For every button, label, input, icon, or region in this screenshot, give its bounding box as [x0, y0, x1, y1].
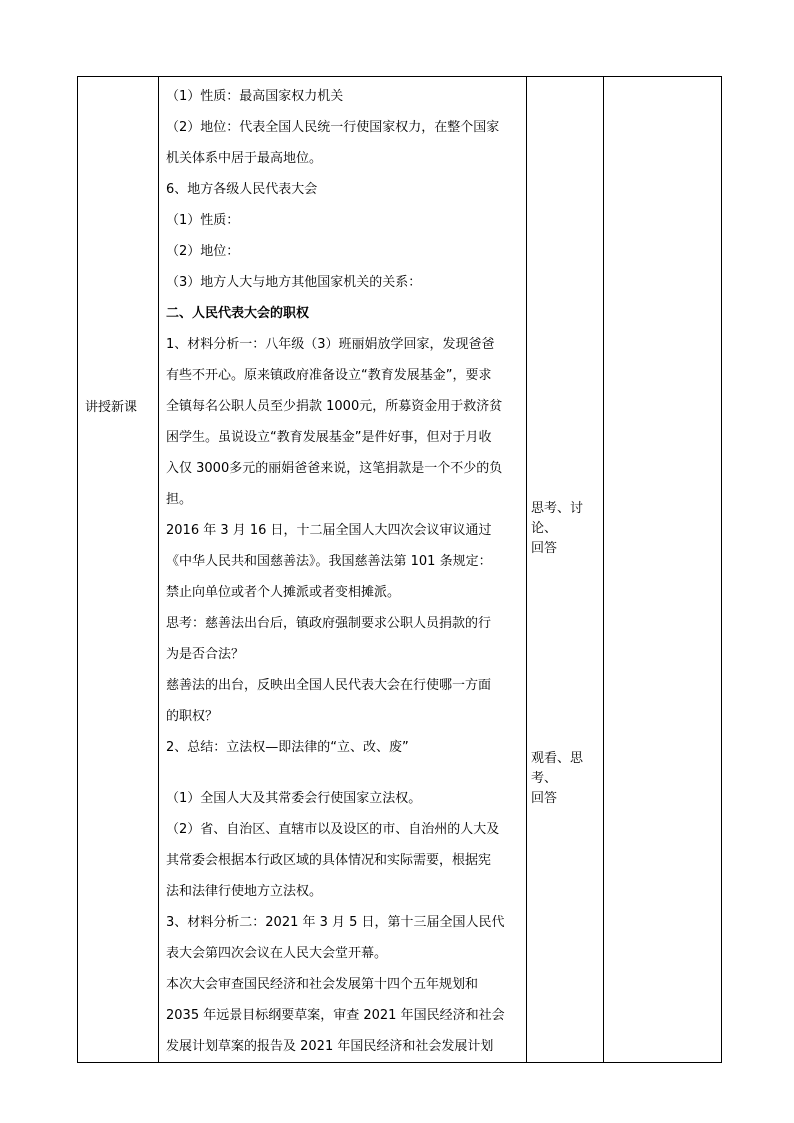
activity-note-line: 回答 — [531, 791, 558, 806]
content-text — [159, 77, 526, 1062]
content-line: 机关体系中居于最高地位。 — [166, 151, 323, 166]
content-line: 担。 — [166, 492, 193, 507]
content-line: 为是否合法？ — [166, 647, 245, 662]
content-line: 有些不开心。原来镇政府准备设立“教育发展基金”，要求 — [166, 368, 492, 383]
student-activity-cell — [527, 77, 604, 1063]
content-line: 2016 年 3 月 16 日，十二届全国人大四次会议审议通过 — [166, 523, 492, 538]
content-line: （1）全国人大及其常委会行使国家立法权。 — [166, 791, 422, 806]
content-line: 《中华人民共和国慈善法》。我国慈善法第 101 条规定： — [166, 554, 492, 569]
activity-note-2 — [531, 749, 603, 809]
content-line: 其常委会根据本行政区域的具体情况和实际需要，根据宪 — [166, 853, 492, 868]
activity-note-1 — [531, 499, 603, 559]
content-line: 发展计划草案的报告及 2021 年国民经济和社会发展计划 — [166, 1039, 494, 1054]
content-line: 入仅 3000多元的丽娟爸爸来说，这笔捐款是一个不少的负 — [166, 461, 503, 476]
content-cell — [159, 77, 527, 1063]
stage-label: 讲授新课 — [85, 400, 138, 415]
notes-cell — [604, 77, 722, 1063]
content-line: （2）地位： — [166, 244, 240, 259]
content-line: 3、材料分析二：2021 年 3 月 5 日，第十三届全国人民代 — [166, 915, 505, 930]
content-line: 慈善法的出台，反映出全国人民代表大会在行使哪一方面 — [166, 678, 492, 693]
content-line: 法和法律行使地方立法权。 — [166, 884, 323, 899]
content-line: 2035 年远景目标纲要草案，审查 2021 年国民经济和社会 — [166, 1008, 505, 1023]
content-line: 困学生。虽说设立“教育发展基金”是件好事，但对于月收 — [166, 430, 492, 445]
content-line: （1）性质： — [166, 213, 240, 228]
content-line — [166, 763, 520, 783]
lesson-plan-table — [77, 76, 722, 1063]
content-line: （2）地位：代表全国人民统一行使国家权力，在整个国家 — [166, 120, 500, 135]
activity-note-line: 观看、思考、 — [531, 751, 584, 786]
activity-note-line: 思考、讨论、 — [531, 501, 584, 536]
content-line: （1）性质：最高国家权力机关 — [166, 89, 344, 104]
content-line: （3）地方人大与地方其他国家机关的关系： — [166, 275, 422, 290]
content-line: 全镇每名公职人员至少捐款 1000元，所募资金用于救济贫 — [166, 399, 503, 414]
table-row — [78, 77, 722, 1063]
content-line: 6、地方各级人民代表大会 — [166, 182, 318, 197]
content-line: 思考：慈善法出台后，镇政府强制要求公职人员捐款的行 — [166, 616, 492, 631]
content-line: 本次大会审查国民经济和社会发展第十四个五年规划和 — [166, 977, 479, 992]
activity-note-line: 回答 — [531, 541, 558, 556]
stage-cell — [78, 77, 159, 1063]
content-line: 2、总结：立法权—即法律的“立、改、废” — [166, 740, 409, 755]
content-line: 的职权？ — [166, 709, 219, 724]
content-line: 表大会第四次会议在人民大会堂开幕。 — [166, 946, 388, 961]
section-heading: 二、人民代表大会的职权 — [166, 306, 310, 321]
content-line: （2）省、自治区、直辖市以及设区的市、自治州的人大及 — [166, 822, 500, 837]
content-line: 禁止向单位或者个人摊派或者变相摊派。 — [166, 585, 401, 600]
content-line: 1、材料分析一：八年级（3）班丽娟放学回家，发现爸爸 — [166, 337, 495, 352]
